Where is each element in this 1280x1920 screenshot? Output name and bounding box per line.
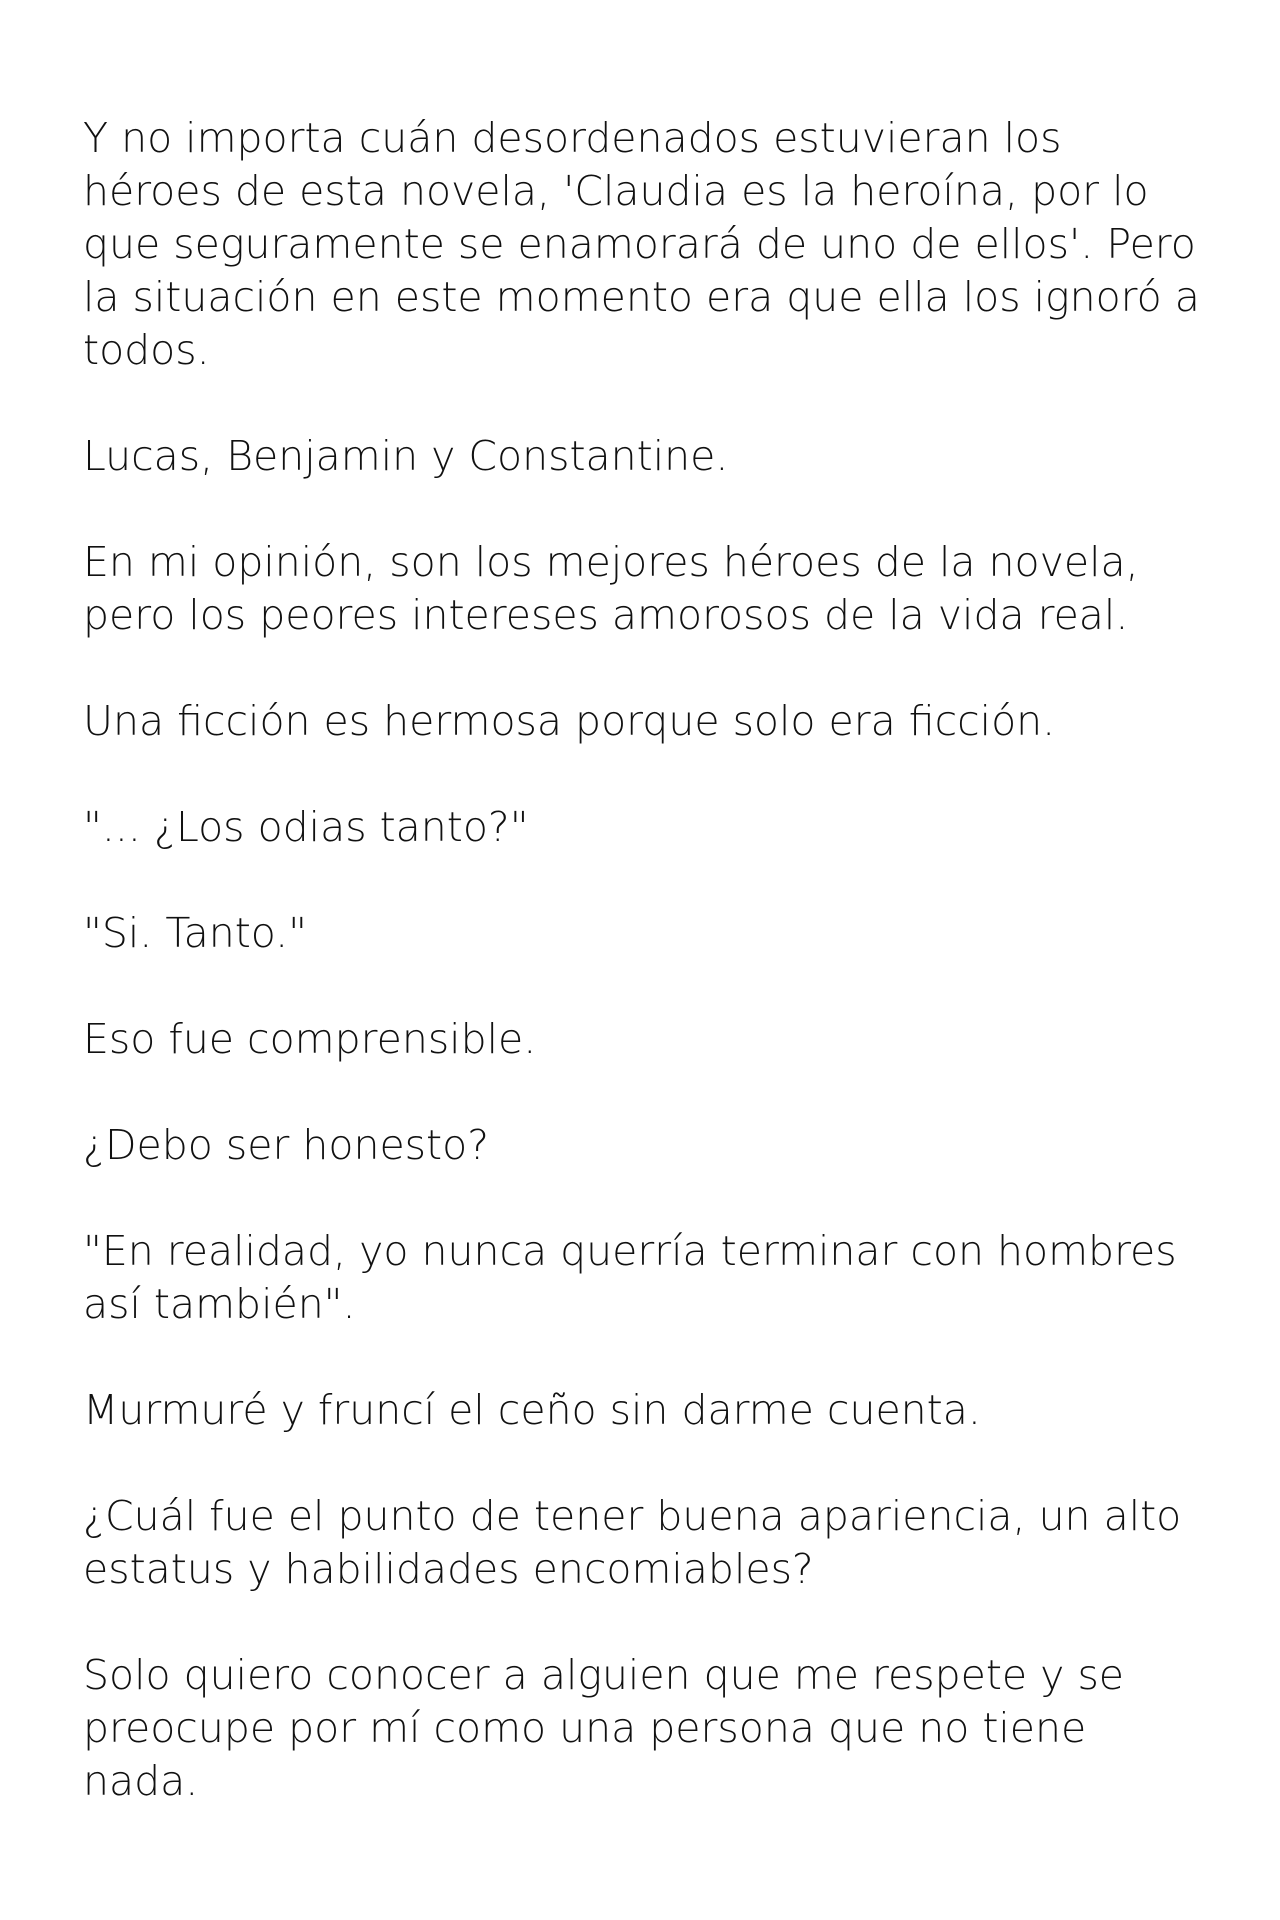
paragraph-1: Y no importa cuán desordenados estuvieran los héroes de esta novela, 'Claudia es la heroína, por lo que seguramente se enamorará de uno de ellos'. Pero la situación en este momento era que ella los ignoró a todos. [83,114,1200,374]
paragraph-9: "En realidad, yo nunca querría terminar con hombres así también". [83,1227,1177,1328]
paragraph-8: ¿Debo ser honesto? [83,1121,489,1169]
paragraph-10: Murmuré y fruncí el ceño sin darme cuenta. [83,1386,981,1434]
paragraph-2: Lucas, Benjamin y Constantine. [83,432,729,480]
paragraph-4: Una ficción es hermosa porque solo era ficción. [83,697,1056,745]
paragraph-12: Solo quiero conocer a alguien que me respete y se preocupe por mí como una persona que no tiene nada. [83,1651,1125,1805]
paragraph-11: ¿Cuál fue el punto de tener buena apariencia, un alto estatus y habilidades encomiables? [83,1492,1182,1593]
paragraph-7: Eso fue comprensible. [83,1015,537,1063]
paragraph-6: "Si. Tanto." [83,909,308,957]
document-page [83,112,1213,1808]
paragraph-3: En mi opinión, son los mejores héroes de la novela, pero los peores intereses amorosos de la vida real. [83,538,1139,639]
paragraph-5: "... ¿Los odias tanto?" [83,803,529,851]
